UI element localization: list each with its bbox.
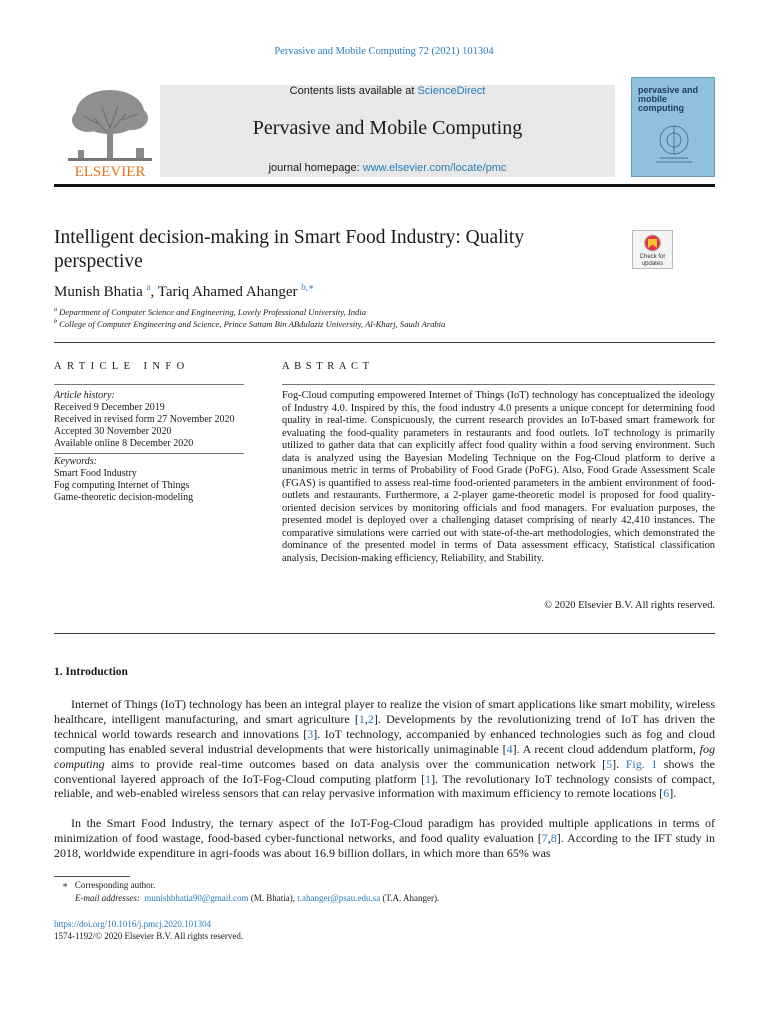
keyword-item: Game-theoretic decision-modeling [54,492,194,503]
citation-link[interactable]: 8 [550,830,557,845]
article-info-top-rule [54,342,715,343]
text-run: , [364,711,368,726]
citation-link[interactable]: 5 [606,756,613,771]
abstract-text: Fog-Cloud computing empowered Internet of Things (IoT) technology has conceptualized the ideology of Industry 4.0. Inspired by this, the food industry 4.0 presents a unique concept for determining food quality in real-time. Conspicuously, the current research provides an IoT-based smart framework for evaluating the food-quality parameters in restaurants and food outlets. IoT technology is primarily utilized to gather data that can explicitly affect food quality within a food serving environment. Such data is analyzed using the Bayesian Modeling Technique on the Fog-Cloud platform to derive a unanimous metric in terms of Probability of Food Grade (PoFG). Also, Food Grade Assessment Scale (FGAS) is quantified to assess real-time food-oriented parameters in the ambient environment of food-outlets and restaurants. Furthermore, a 2-player game-theoretic model is proposed for food quality-oriented decision services by monitoring officials and food managers. For evaluation purposes, the presented model is deployed over a challenging dataset comprising of nearly 42,410 instances. The comparative simulations were carried out with state-of-the-art methodologies, which demonstrated the dominance of the presented model in terms of Data assessment efficacy, Statistical classification analysis, Decision-making efficiency, Reliability, and Stability. [282,390,715,564]
author-separator: , [150,284,158,300]
abstract-copyright: © 2020 Elsevier B.V. All rights reserved. [544,600,715,611]
section-heading-introduction: 1. Introduction [54,666,128,678]
crossmark-icon [633,231,672,253]
email-owner: (T.A. Ahanger). [380,893,440,903]
citation-link[interactable]: 1 [358,711,365,726]
keywords-rule [54,453,244,454]
text-run: aims to provide real-time outcomes based on data analysis over the communication network [ [104,756,607,771]
email-owner: (M. Bhatia), [248,893,298,903]
figure-link[interactable]: Fig. 1 [625,756,658,771]
affiliation-b-mark: b [54,319,57,326]
check-for-updates-badge[interactable] [632,230,673,269]
cover-title: pervasive and mobile computing [638,85,699,113]
citation-link[interactable]: 2 [367,711,374,726]
text-run: shows the conventional layered approach of the IoT-Fog-Cloud computing platform [ [54,756,716,786]
contents-line [160,85,615,97]
journal-cover[interactable] [631,77,715,177]
paper-title: Intelligent decision-making in Smart Food Industry: Quality perspective [54,227,525,272]
corresponding-author-note [62,880,155,891]
text-run: ]. [669,786,677,801]
keywords-label: Keywords: [54,456,97,467]
corresponding-mark: ∗ [62,880,69,890]
email-link-ahanger[interactable]: t.ahanger@psau.edu.sa [297,893,381,903]
affiliation-a [54,307,366,317]
text-run: ]. A recent cloud addendum platform, [512,741,700,756]
journal-reference[interactable]: Pervasive and Mobile Computing 72 (2021) 101304 [274,46,494,57]
affiliation-b-text: College of Computer Engineering and Science, Prince Sattam Bin ABdulaziz University, Al-Kharj, Saudi Arabia [59,319,446,329]
header-divider [54,184,715,187]
citation-link[interactable]: 3 [307,726,314,741]
elsevier-logo [54,84,166,180]
text-run: ]. According to the IFT study in 2018, worldwide expenditure in agri-foods was about 16.9 billion dollars, in which more than 65% was [54,830,715,860]
citation-link[interactable]: 6 [663,786,670,801]
sciencedirect-link[interactable]: ScienceDirect [417,85,486,97]
affiliation-a-text: Department of Computer Science and Engineering, Lovely Professional University, India [59,307,367,317]
journal-title: Pervasive and Mobile Computing [252,117,523,139]
author-2-affiliation-mark[interactable]: b,∗ [301,282,315,292]
article-info-rule [54,384,244,385]
article-info-heading: ARTICLE INFO [54,361,190,372]
citation-link[interactable]: 7 [541,830,548,845]
elsevier-tree-icon [54,84,166,180]
homepage-line [160,162,615,174]
intro-paragraph-2 [54,816,715,861]
email-addresses [75,893,439,903]
author-2: Tariq Ahamed Ahanger [157,284,298,300]
text-run: Internet of Things (IoT) technology has been an integral player to realize the vision of smart applications like smart mobility, wireless healthcare, intelligent manufacturing, and smart agriculture [ [54,697,715,726]
affiliation-b [54,319,445,329]
history-accepted: Accepted 30 November 2020 [54,426,172,437]
intro-paragraph-1 [54,697,715,801]
email-label: E-mail addresses: [75,893,140,903]
author-1-affiliation-mark[interactable]: a [146,282,151,292]
doi-link[interactable]: https://doi.org/10.1016/j.pmcj.2020.101304 [54,919,212,929]
contents-prefix: Contents lists available at [289,85,418,97]
abstract-heading: ABSTRACT [282,361,374,372]
history-revised: Received in revised form 27 November 2020 [54,414,235,425]
svg-text:ELSEVIER: ELSEVIER [74,164,146,180]
corresponding-text: Corresponding author. [74,880,156,890]
article-history-label: Article history: [54,390,115,401]
text-run: In the Smart Food Industry, the ternary aspect of the IoT-Fog-Cloud paradigm has provided multiple applications in terms of minimization of food wastage, food-based cyber-functional networks, and food quality evaluation [ [54,816,715,845]
text-run: , [547,830,551,845]
abstract-rule [282,384,715,385]
affiliation-a-mark: a [54,307,57,314]
keyword-item: Smart Food Industry [54,468,137,479]
journal-homepage-link[interactable]: www.elsevier.com/locate/pmc [362,162,507,174]
homepage-prefix: journal homepage: [268,162,363,174]
history-online: Available online 8 December 2020 [54,438,194,449]
author-list [54,282,314,301]
citation-link[interactable]: 4 [506,741,513,756]
email-link-bhatia[interactable]: munishbhatia90@gmail.com [144,893,249,903]
footnote-rule [54,876,130,877]
keyword-item: Fog computing Internet of Things [54,480,190,491]
text-run: ]. Developments by the revolutionizing trend of IoT has driven the technical world towards research and innovations [ [54,711,715,741]
history-received: Received 9 December 2019 [54,402,165,413]
cover-art-icon [646,118,702,168]
italic-term: fog computing [54,741,715,771]
text-run: ]. The revolutionary IoT technology consists of compact, reliable, and web-enabled wireless sensors that can relay pervasive information with maximum efficiency to remote locations [ [54,771,715,801]
text-run: ]. [612,756,626,771]
crossmark-label: Check for updates [639,254,666,267]
issn-line: 1574-1192/© 2020 Elsevier B.V. All rights reserved. [54,931,244,941]
abstract-bottom-rule [54,633,715,634]
author-1: Munish Bhatia [54,284,143,300]
text-run: ]. IoT technology, accompanied by enhanced technologies such as fog and cloud computing has enabled several industrial developments that were historically unimaginable [ [54,726,715,756]
citation-link[interactable]: 1 [425,771,432,786]
